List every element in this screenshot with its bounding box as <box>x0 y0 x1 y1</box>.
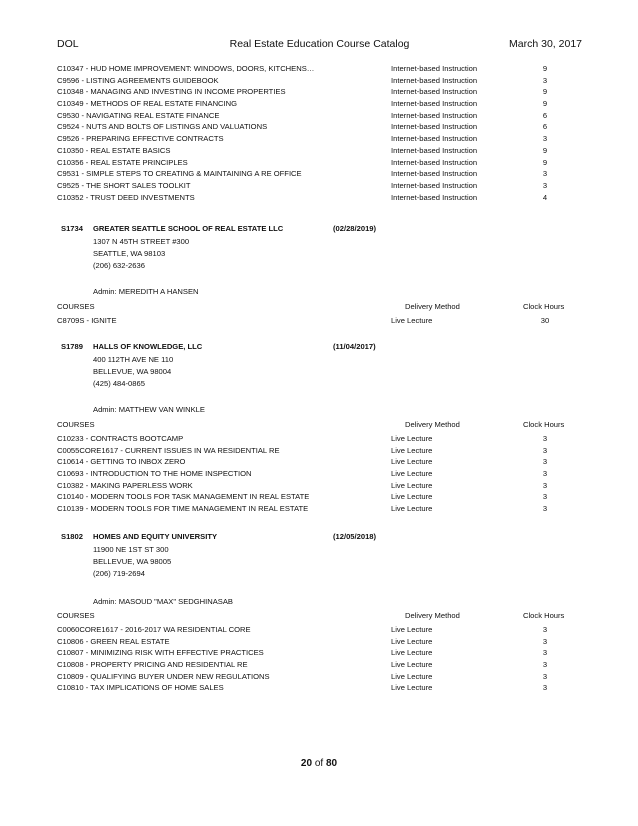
course-name: C10347 - HUD HOME IMPROVEMENT: WINDOWS, DOORS, KITCHENS… <box>57 64 315 73</box>
address-line: BELLEVUE, WA 98004 <box>93 367 172 376</box>
course-name: C10614 - GETTING TO INBOX ZERO <box>57 457 186 467</box>
clock-hours: 3 <box>542 648 548 658</box>
page-of-label: of <box>314 758 324 769</box>
clock-hours: 3 <box>542 134 548 144</box>
clock-hours: 9 <box>542 99 548 109</box>
continued-course-list <box>57 63 582 203</box>
delivery-method: Live Lecture <box>391 683 433 693</box>
delivery-method: Internet-based Instruction <box>391 64 478 73</box>
clock-hours: 3 <box>542 671 548 681</box>
school-id: S1802 <box>61 532 83 541</box>
clock-hours: 3 <box>542 504 548 514</box>
delivery-method: Live Lecture <box>391 625 433 634</box>
clock-hours: 3 <box>542 445 548 455</box>
clock-hours: 6 <box>542 122 548 132</box>
delivery-method: Internet-based Instruction <box>391 122 478 132</box>
course-row <box>57 192 582 204</box>
current-page: 20 <box>300 758 313 769</box>
school-admin: Admin: MEREDITH A HANSEN <box>93 287 199 296</box>
course-row <box>57 503 582 515</box>
course-name: C9526 - PREPARING EFFECTIVE CONTRACTS <box>57 134 224 144</box>
school-entry <box>57 342 582 412</box>
school-address <box>93 236 189 272</box>
course-name: C9596 - LISTING AGREEMENTS GUIDEBOOK <box>57 75 219 85</box>
course-row <box>57 168 582 180</box>
clock-hours: 3 <box>542 469 548 479</box>
delivery-method: Live Lecture <box>391 434 433 443</box>
total-pages: 80 <box>325 758 338 769</box>
column-header-courses: COURSES <box>57 302 95 311</box>
school-name: HOMES AND EQUITY UNIVERSITY <box>93 532 218 541</box>
course-name: C10356 - REAL ESTATE PRINCIPLES <box>57 157 188 167</box>
course-name: C0060CORE1617 - 2016-2017 WA RESIDENTIAL CORE <box>57 625 251 634</box>
course-name: C10382 - MAKING PAPERLESS WORK <box>57 480 193 490</box>
course-name: C9525 - THE SHORT SALES TOOLKIT <box>57 180 191 190</box>
course-name: C10348 - MANAGING AND INVESTING IN INCOME PROPERTIES <box>57 87 286 97</box>
course-row <box>57 86 582 98</box>
course-row <box>57 468 582 480</box>
course-name: C10693 - INTRODUCTION TO THE HOME INSPECTION <box>57 469 252 479</box>
delivery-method: Live Lecture <box>391 480 433 490</box>
course-row <box>57 480 582 492</box>
course-list <box>57 433 582 515</box>
clock-hours: 3 <box>542 180 548 190</box>
address-line: BELLEVUE, WA 98005 <box>93 557 172 566</box>
delivery-method: Internet-based Instruction <box>391 157 478 167</box>
course-name: C10808 - PROPERTY PRICING AND RESIDENTIAL RE <box>57 660 248 670</box>
clock-hours: 9 <box>542 157 548 167</box>
course-row <box>57 157 582 169</box>
delivery-method: Live Lecture <box>391 445 433 455</box>
course-name: C10810 - TAX IMPLICATIONS OF HOME SALES <box>57 683 224 693</box>
course-row <box>57 315 582 327</box>
school-admin: Admin: MATTHEW VAN WINKLE <box>93 405 205 414</box>
delivery-method: Internet-based Instruction <box>391 134 478 144</box>
delivery-method: Internet-based Instruction <box>391 145 478 155</box>
school-id: S1734 <box>61 224 83 233</box>
column-header-courses: COURSES <box>57 420 95 429</box>
course-table-header <box>57 420 582 432</box>
course-list <box>57 624 582 694</box>
course-name: C10349 - METHODS OF REAL ESTATE FINANCING <box>57 99 238 109</box>
course-row <box>57 145 582 157</box>
course-row <box>57 491 582 503</box>
course-name: C10352 - TRUST DEED INVESTMENTS <box>57 192 195 202</box>
school-address <box>93 544 171 580</box>
course-table-header <box>57 611 582 623</box>
column-header-method: Delivery Method <box>405 420 460 429</box>
course-row <box>57 121 582 133</box>
column-header-hours: Clock Hours <box>523 420 565 429</box>
course-name: C10139 - MODERN TOOLS FOR TIME MANAGEMENT IN REAL ESTATE <box>57 504 309 514</box>
clock-hours: 4 <box>542 192 548 202</box>
delivery-method: Live Lecture <box>391 469 433 479</box>
clock-hours: 9 <box>542 64 548 73</box>
school-address <box>93 354 173 390</box>
clock-hours: 3 <box>542 492 548 502</box>
page-number <box>0 758 638 769</box>
school-name: HALLS OF KNOWLEDGE, LLC <box>93 342 203 351</box>
delivery-method: Live Lecture <box>391 316 433 325</box>
delivery-method: Live Lecture <box>391 504 433 514</box>
course-row <box>57 180 582 192</box>
school-expiration-date: (12/05/2018) <box>333 532 377 541</box>
delivery-method: Internet-based Instruction <box>391 110 478 120</box>
header-title: Real Estate Education Course Catalog <box>229 38 410 50</box>
clock-hours: 3 <box>542 169 548 179</box>
school-name: GREATER SEATTLE SCHOOL OF REAL ESTATE LLC <box>93 224 284 233</box>
clock-hours: 9 <box>542 87 548 97</box>
clock-hours: 3 <box>542 683 548 693</box>
header-date: March 30, 2017 <box>509 38 582 50</box>
column-header-method: Delivery Method <box>405 611 460 620</box>
column-header-method: Delivery Method <box>405 302 460 311</box>
page-header <box>57 38 582 54</box>
course-row <box>57 647 582 659</box>
course-name: C10233 - CONTRACTS BOOTCAMP <box>57 434 184 443</box>
address-line: SEATTLE, WA 98103 <box>93 249 166 258</box>
delivery-method: Live Lecture <box>391 492 433 502</box>
course-name: C10807 - MINIMIZING RISK WITH EFFECTIVE PRACTICES <box>57 648 264 658</box>
course-row <box>57 671 582 683</box>
address-line: 400 112TH AVE NE 110 <box>93 355 174 364</box>
course-row <box>57 636 582 648</box>
delivery-method: Live Lecture <box>391 660 433 670</box>
course-row <box>57 133 582 145</box>
clock-hours: 3 <box>542 480 548 490</box>
school-id: S1789 <box>61 342 83 351</box>
delivery-method: Live Lecture <box>391 648 433 658</box>
delivery-method: Internet-based Instruction <box>391 169 478 179</box>
header-agency: DOL <box>57 38 79 50</box>
course-row <box>57 456 582 468</box>
course-row <box>57 659 582 671</box>
course-name: C0055CORE1617 - CURRENT ISSUES IN WA RESIDENTIAL RE <box>57 445 280 455</box>
delivery-method: Internet-based Instruction <box>391 180 478 190</box>
school-admin: Admin: MASOUD "MAX" SEDGHINASAB <box>93 597 233 606</box>
course-name: C10140 - MODERN TOOLS FOR TASK MANAGEMENT IN REAL ESTATE <box>57 492 310 502</box>
column-header-hours: Clock Hours <box>523 302 565 311</box>
clock-hours: 30 <box>540 316 550 325</box>
course-name: C9530 - NAVIGATING REAL ESTATE FINANCE <box>57 110 220 120</box>
delivery-method: Internet-based Instruction <box>391 75 478 85</box>
phone-number: (425) 484-0865 <box>93 379 145 388</box>
school-entry <box>57 532 582 606</box>
course-row <box>57 63 582 75</box>
delivery-method: Internet-based Instruction <box>391 99 478 109</box>
course-name: C10806 - GREEN REAL ESTATE <box>57 636 170 646</box>
column-header-courses: COURSES <box>57 611 95 620</box>
clock-hours: 3 <box>542 457 548 467</box>
clock-hours: 3 <box>542 75 548 85</box>
clock-hours: 6 <box>542 110 548 120</box>
course-row <box>57 445 582 457</box>
course-row <box>57 98 582 110</box>
clock-hours: 9 <box>542 145 548 155</box>
course-name: C9531 - SIMPLE STEPS TO CREATING & MAINTAINING A RE OFFICE <box>57 169 302 179</box>
course-row <box>57 624 582 636</box>
phone-number: (206) 719-2694 <box>93 569 145 578</box>
course-name: C10809 - QUALIFYING BUYER UNDER NEW REGULATIONS <box>57 671 270 681</box>
clock-hours: 3 <box>542 434 548 443</box>
column-header-hours: Clock Hours <box>523 611 565 620</box>
clock-hours: 3 <box>542 660 548 670</box>
school-entry <box>57 224 582 294</box>
phone-number: (206) 632-2636 <box>93 261 145 270</box>
clock-hours: 3 <box>542 625 548 634</box>
delivery-method: Live Lecture <box>391 457 433 467</box>
course-row <box>57 110 582 122</box>
address-line: 11900 NE 1ST ST 300 <box>93 545 169 554</box>
delivery-method: Internet-based Instruction <box>391 192 478 202</box>
delivery-method: Internet-based Instruction <box>391 87 478 97</box>
course-name: C9524 - NUTS AND BOLTS OF LISTINGS AND VALUATIONS <box>57 122 268 132</box>
school-expiration-date: (11/04/2017) <box>333 342 376 351</box>
course-row <box>57 75 582 87</box>
course-name: C10350 - REAL ESTATE BASICS <box>57 145 171 155</box>
address-line: 1307 N 45TH STREET #300 <box>93 237 190 246</box>
course-row <box>57 433 582 445</box>
school-expiration-date: (02/28/2019) <box>333 224 377 233</box>
course-name: C8709S - IGNITE <box>57 316 117 325</box>
delivery-method: Live Lecture <box>391 671 433 681</box>
delivery-method: Live Lecture <box>391 636 433 646</box>
course-table-header <box>57 302 582 314</box>
course-row <box>57 682 582 694</box>
course-list <box>57 315 582 327</box>
clock-hours: 3 <box>542 636 548 646</box>
